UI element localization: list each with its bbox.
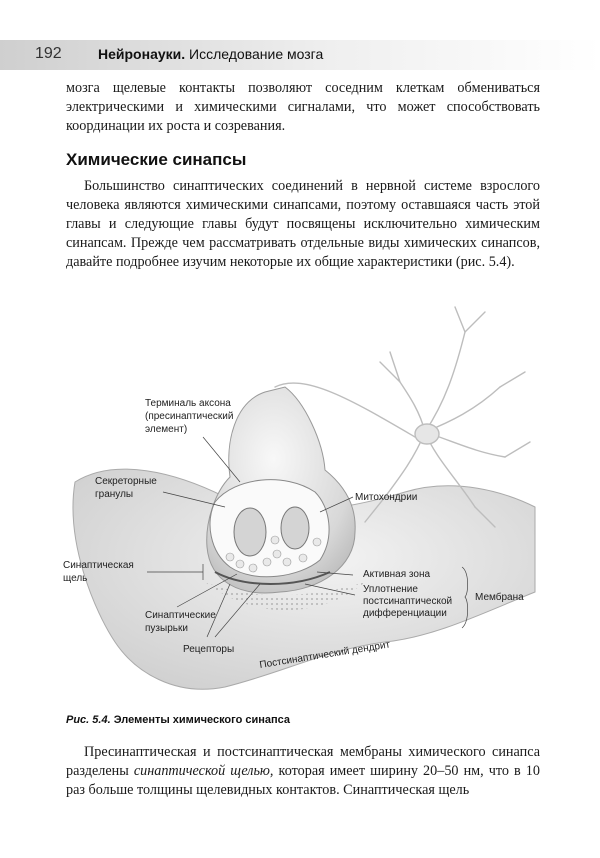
- label-cleft-2: щель: [63, 573, 88, 584]
- page-number: 192: [35, 45, 62, 62]
- running-header: [98, 46, 323, 62]
- label-active-zone: Активная зона: [363, 569, 431, 580]
- paragraph-3-part-1: Пресинаптическая и постсинаптическая мембраны химического синапса разделены: [66, 744, 540, 779]
- term-synaptic-cleft: синаптической щелью,: [133, 763, 274, 779]
- book-title: Нейронауки.: [98, 46, 186, 62]
- label-secretory-1: Секреторные: [95, 476, 157, 487]
- section-heading: Химические синапсы: [66, 150, 247, 169]
- label-vesicles-2: пузырьки: [145, 623, 188, 634]
- label-membrane: Мембрана: [475, 592, 524, 603]
- label-density-1: Уплотнение: [363, 584, 418, 595]
- label-axon-terminal-2: (пресинаптический: [145, 411, 234, 422]
- label-dendrite: Постсинаптический дендрит: [258, 639, 391, 671]
- figure-caption: [66, 714, 290, 726]
- label-axon-terminal-3: элемент): [145, 424, 188, 435]
- body-paragraph-3: [66, 743, 540, 800]
- paragraph-3-part-2: которая имеет ширину 20–50 нм, что в 10 раз больше толщины щелевидных контактов. Синаптическая щель: [66, 763, 540, 798]
- label-secretory-2: гранулы: [95, 489, 134, 500]
- label-receptors: Рецепторы: [183, 644, 235, 655]
- label-density-2: постсинаптической: [363, 596, 453, 607]
- intro-paragraph: мозга щелевые контакты позволяют соседним клеткам обмениваться электрическими и химическими сигналами, что может способствовать координации их роста и созревания.: [66, 80, 540, 134]
- label-vesicles-1: Синаптические: [145, 610, 216, 621]
- figure-number: Рис. 5.4.: [66, 714, 111, 726]
- figure-title: Элементы химического синапса: [113, 714, 291, 726]
- label-cleft-1: Синаптическая: [63, 560, 134, 571]
- book-subtitle: Исследование мозга: [189, 46, 324, 62]
- label-axon-terminal-1: Терминаль аксона: [145, 398, 231, 409]
- label-density-3: дифференциации: [363, 608, 447, 619]
- body-paragraph-2: Большинство синаптических соединений в нервной системе взрослого человека являются химическими синапсами, поэтому оставшаяся часть этой главы и следующие главы будут посвящены исключительно химическим синапсам. Прежде чем рассматривать отдельные виды химических синапсов, давайте подробнее изучим некоторые их общие характеристики (рис. 5.4).: [66, 178, 540, 270]
- synapse-illustration: [55, 292, 545, 704]
- label-mitochondria: Митохондрии: [355, 492, 418, 503]
